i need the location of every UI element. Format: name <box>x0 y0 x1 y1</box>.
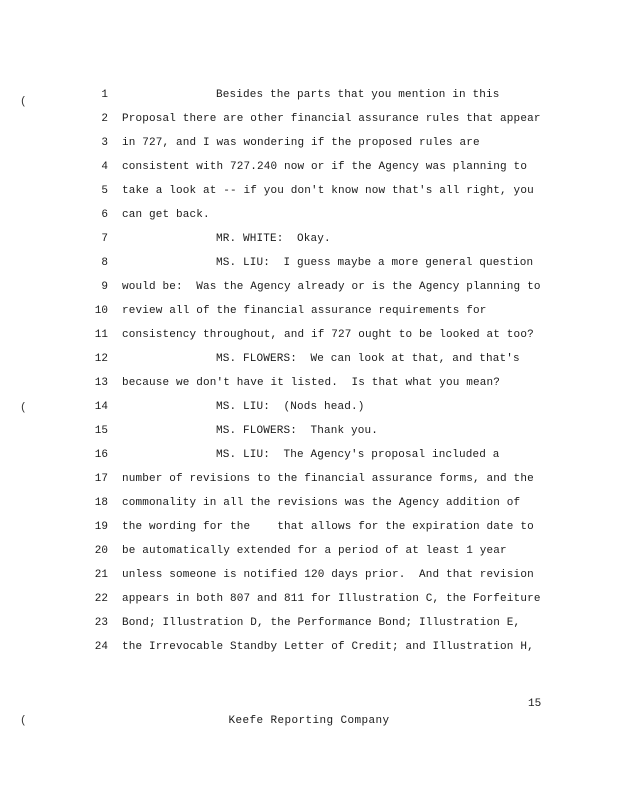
transcript-line <box>0 208 618 232</box>
transcript-line <box>0 328 618 352</box>
line-number: 18 <box>94 497 108 509</box>
line-text: because we don't have it listed. Is that what you mean? <box>122 377 501 389</box>
line-number: 16 <box>94 449 108 461</box>
transcript-line <box>0 280 618 304</box>
transcript-line <box>0 256 618 280</box>
line-text: MS. FLOWERS: We can look at that, and that's <box>216 353 520 365</box>
line-number: 24 <box>94 641 108 653</box>
line-number: 4 <box>101 161 108 173</box>
line-number: 1 <box>101 89 108 101</box>
line-text: commonality in all the revisions was the Agency addition of <box>122 497 521 509</box>
line-number: 15 <box>94 425 108 437</box>
line-number: 5 <box>101 185 108 197</box>
line-number: 23 <box>94 617 108 629</box>
footer-company: Keefe Reporting Company <box>228 715 390 727</box>
line-number: 2 <box>101 113 108 125</box>
line-text: in 727, and I was wondering if the proposed rules are <box>122 137 480 149</box>
line-text: take a look at -- if you don't know now that's all right, you <box>122 185 534 197</box>
page-number: 15 <box>528 698 542 710</box>
margin-mark: ( <box>20 96 27 108</box>
line-text: unless someone is notified 120 days prior. And that revision <box>122 569 534 581</box>
margin-mark: ( <box>20 402 27 414</box>
line-text: consistent with 727.240 now or if the Agency was planning to <box>122 161 528 173</box>
line-number: 13 <box>94 377 108 389</box>
transcript-line <box>0 592 618 616</box>
line-text: would be: Was the Agency already or is the Agency planning to <box>122 281 541 293</box>
line-text: Besides the parts that you mention in this <box>216 89 500 101</box>
line-number: 8 <box>101 257 108 269</box>
transcript-line <box>0 352 618 376</box>
transcript-line <box>0 112 618 136</box>
transcript-line <box>0 640 618 664</box>
line-text: Bond; Illustration D, the Performance Bond; Illustration E, <box>122 617 521 629</box>
transcript-line <box>0 424 618 448</box>
line-number: 9 <box>101 281 108 293</box>
line-number: 14 <box>94 401 108 413</box>
transcript-line <box>0 184 618 208</box>
transcript-line <box>0 448 618 472</box>
transcript-line <box>0 568 618 592</box>
transcript-line <box>0 304 618 328</box>
line-number: 22 <box>94 593 108 605</box>
line-text: MS. LIU: The Agency's proposal included a <box>216 449 500 461</box>
line-text: MS. LIU: (Nods head.) <box>216 401 365 413</box>
transcript-line <box>0 160 618 184</box>
transcript-line <box>0 472 618 496</box>
line-number: 12 <box>94 353 108 365</box>
margin-mark: ( <box>20 715 27 727</box>
line-number: 19 <box>94 521 108 533</box>
line-text: MS. LIU: I guess maybe a more general question <box>216 257 534 269</box>
transcript-line <box>0 616 618 640</box>
line-text: MR. WHITE: Okay. <box>216 233 331 245</box>
line-text: be automatically extended for a period of at least 1 year <box>122 545 507 557</box>
line-text: appears in both 807 and 811 for Illustration C, the Forfeiture <box>122 593 541 605</box>
line-text: Proposal there are other financial assurance rules that appear <box>122 113 541 125</box>
line-number: 21 <box>94 569 108 581</box>
line-number: 10 <box>94 305 108 317</box>
line-text: consistency throughout, and if 727 ought to be looked at too? <box>122 329 534 341</box>
line-text: can get back. <box>122 209 210 221</box>
transcript-line <box>0 544 618 568</box>
line-text: the Irrevocable Standby Letter of Credit; and Illustration H, <box>122 641 534 653</box>
transcript-line <box>0 496 618 520</box>
line-number: 6 <box>101 209 108 221</box>
transcript-line <box>0 232 618 256</box>
line-text: MS. FLOWERS: Thank you. <box>216 425 379 437</box>
transcript-line <box>0 400 618 424</box>
line-number: 11 <box>94 329 108 341</box>
line-text: number of revisions to the financial assurance forms, and the <box>122 473 534 485</box>
line-text: the wording for the that allows for the expiration date to <box>122 521 534 533</box>
transcript-line <box>0 136 618 160</box>
transcript-line <box>0 376 618 400</box>
line-number: 3 <box>101 137 108 149</box>
transcript-line <box>0 88 618 112</box>
line-text: review all of the financial assurance requirements for <box>122 305 487 317</box>
line-number: 7 <box>101 233 108 245</box>
line-number: 17 <box>94 473 108 485</box>
transcript-line <box>0 520 618 544</box>
line-number: 20 <box>94 545 108 557</box>
